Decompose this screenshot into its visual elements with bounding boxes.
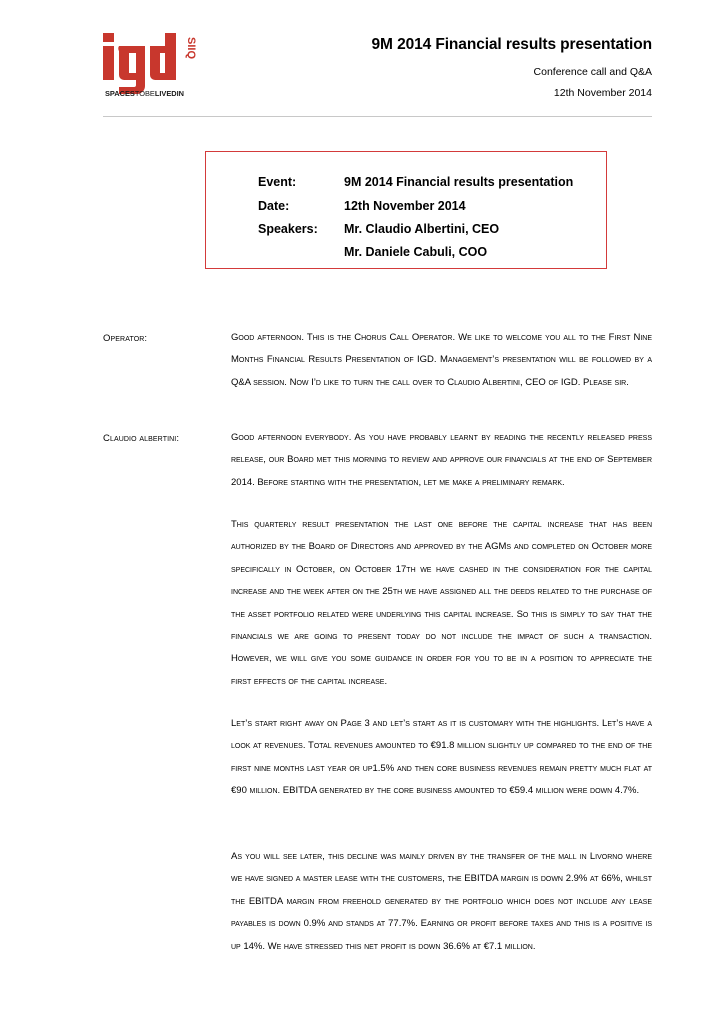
igd-logo-icon xyxy=(103,33,268,103)
document-subtitle: Conference call and Q&A xyxy=(533,66,652,78)
speaker-2: Mr. Daniele Cabuli, COO xyxy=(344,245,488,259)
document-header xyxy=(372,36,652,99)
event-value: 9M 2014 Financial results presentation xyxy=(344,175,574,189)
company-logo xyxy=(103,33,268,103)
date-label: Date: xyxy=(258,199,290,213)
document-date: 12th November 2014 xyxy=(553,87,652,99)
transcript-paragraph: As you will see later, this decline was mainly driven by the transfer of the mall in Livorno where we have signed a master lease with the customers, the EBITDA margin is down 2.9% at 66%, whilst the EBITDA margin from freehold generated by the portfolio which does not include any lease payables is down 0.9% and stands at 77.7%. Earning or profit before taxes and this is a positive is up 14%. We have stressed this net profit is down 36.6% at €7.1 million. xyxy=(231,851,652,952)
logo-tagline: SPACESTOBELIVEDIN xyxy=(105,89,184,98)
event-label: Event: xyxy=(258,175,297,189)
transcript-paragraph: Let’s start right away on Page 3 and let’s start as it is customary with the highlights. Let’s have a look at revenues. Total revenues amounted to €91.8 million slightly up compared to the end of the first nine months last year or up1.5% and then core business revenues remain pretty much flat at €90 million. EBITDA generated by the core business amounted to €59.4 million were down 4.7%. xyxy=(231,718,652,797)
event-info-box xyxy=(205,151,607,269)
speaker-1: Mr. Claudio Albertini, CEO xyxy=(344,222,500,236)
transcript-paragraph: Good afternoon everybody. As you have probably learnt by reading the recently released press release, our Board met this morning to review and approve our financials at the end of September 2014. Before starting with the presentation, let me make a preliminary remark. xyxy=(231,432,652,488)
transcript-paragraph: Good afternoon. This is the Chorus Call Operator. We like to welcome you all to the First Nine Months Financial Results Presentation of IGD. Management’s presentation will be followed by a Q&A session. Now I’d like to turn the call over to Claudio Albertini, CEO of IGD. Please sir. xyxy=(231,332,652,388)
header-divider xyxy=(103,116,652,117)
speaker-name: Operator: xyxy=(103,333,148,344)
transcript-paragraph: This quarterly result presentation the last one before the capital increase that has been authorized by the Board of Directors and approved by the AGMs and completed on October more specifically in October, on October 17th we have cashed in the consideration for the capital increase and the week after on the 25th we have assigned all the deeds related to the purchase of the asset portfolio related were underlying this capital increase. So this is simply to say that the financials we are going to present today do not include the impact of such a transaction. However, we will give you some guidance in order for you to be in a position to appreciate the first effects of the capital increase. xyxy=(231,519,652,687)
siiq-text: SIIQ xyxy=(185,37,197,60)
date-value: 12th November 2014 xyxy=(344,199,466,213)
speakers-label: Speakers: xyxy=(258,222,318,236)
speaker-name: Claudio albertini: xyxy=(103,433,180,444)
document-title: 9M 2014 Financial results presentation xyxy=(371,36,652,53)
